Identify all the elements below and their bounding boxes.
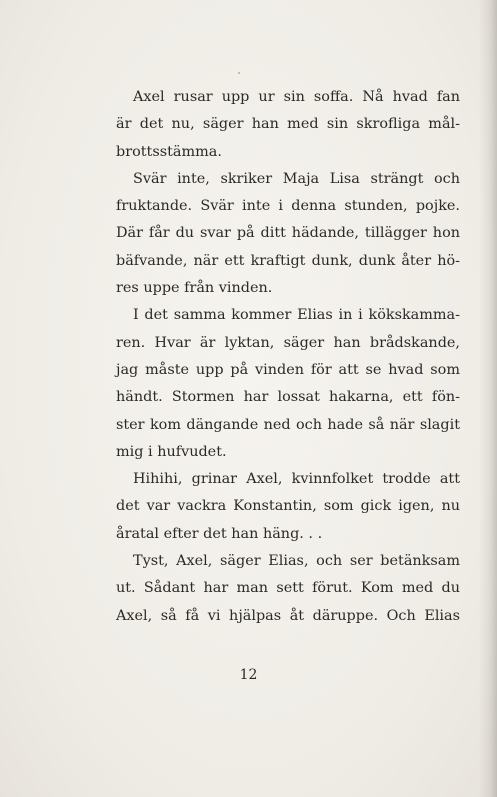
text-line: är det nu, säger han med sin skrofliga mål- xyxy=(116,116,460,133)
page-number: 12 xyxy=(239,667,258,683)
text-line: bäfvande, när ett kraftigt dunk, dunk åter hö- xyxy=(116,252,460,269)
text-line: I det samma kommer Elias in i kökskamma- xyxy=(133,307,460,324)
text-line: ut. Sådant har man sett förut. Kom med du xyxy=(116,580,460,597)
body-text xyxy=(116,84,460,630)
text-line: det var vackra Konstantin, som gick igen, nu xyxy=(116,498,460,515)
text-line: res uppe från vinden. xyxy=(116,280,273,297)
text-line: ren. Hvar är lyktan, säger han brådskande, xyxy=(116,334,460,351)
text-line: fruktande. Svär inte i denna stunden, pojke. xyxy=(116,198,460,215)
text-line: Hihihi, grinar Axel, kvinnfolket trodde att xyxy=(133,471,460,488)
text-line: Där får du svar på ditt hädande, tillägger hon xyxy=(116,225,460,242)
text-line: Svär inte, skriker Maja Lisa strängt och xyxy=(133,170,460,187)
text-line: åratal efter det han häng. . . xyxy=(116,525,323,542)
text-line: brottsstämma. xyxy=(116,143,222,160)
text-line: Axel rusar upp ur sin soffa. Nå hvad fan xyxy=(133,89,460,105)
text-line: Tyst, Axel, säger Elias, och ser betänksam xyxy=(133,553,460,570)
paper-speck xyxy=(238,72,240,74)
text-line: ster kom dängande ned och hade så när slagit xyxy=(116,416,460,433)
text-line: händt. Stormen har lossat hakarna, ett fön- xyxy=(116,389,460,406)
text-line: jag måste upp på vinden för att se hvad som xyxy=(116,361,460,378)
text-line: mig i hufvudet. xyxy=(116,443,227,460)
text-line: Axel, så få vi hjälpas åt däruppe. Och Elias xyxy=(116,607,460,624)
